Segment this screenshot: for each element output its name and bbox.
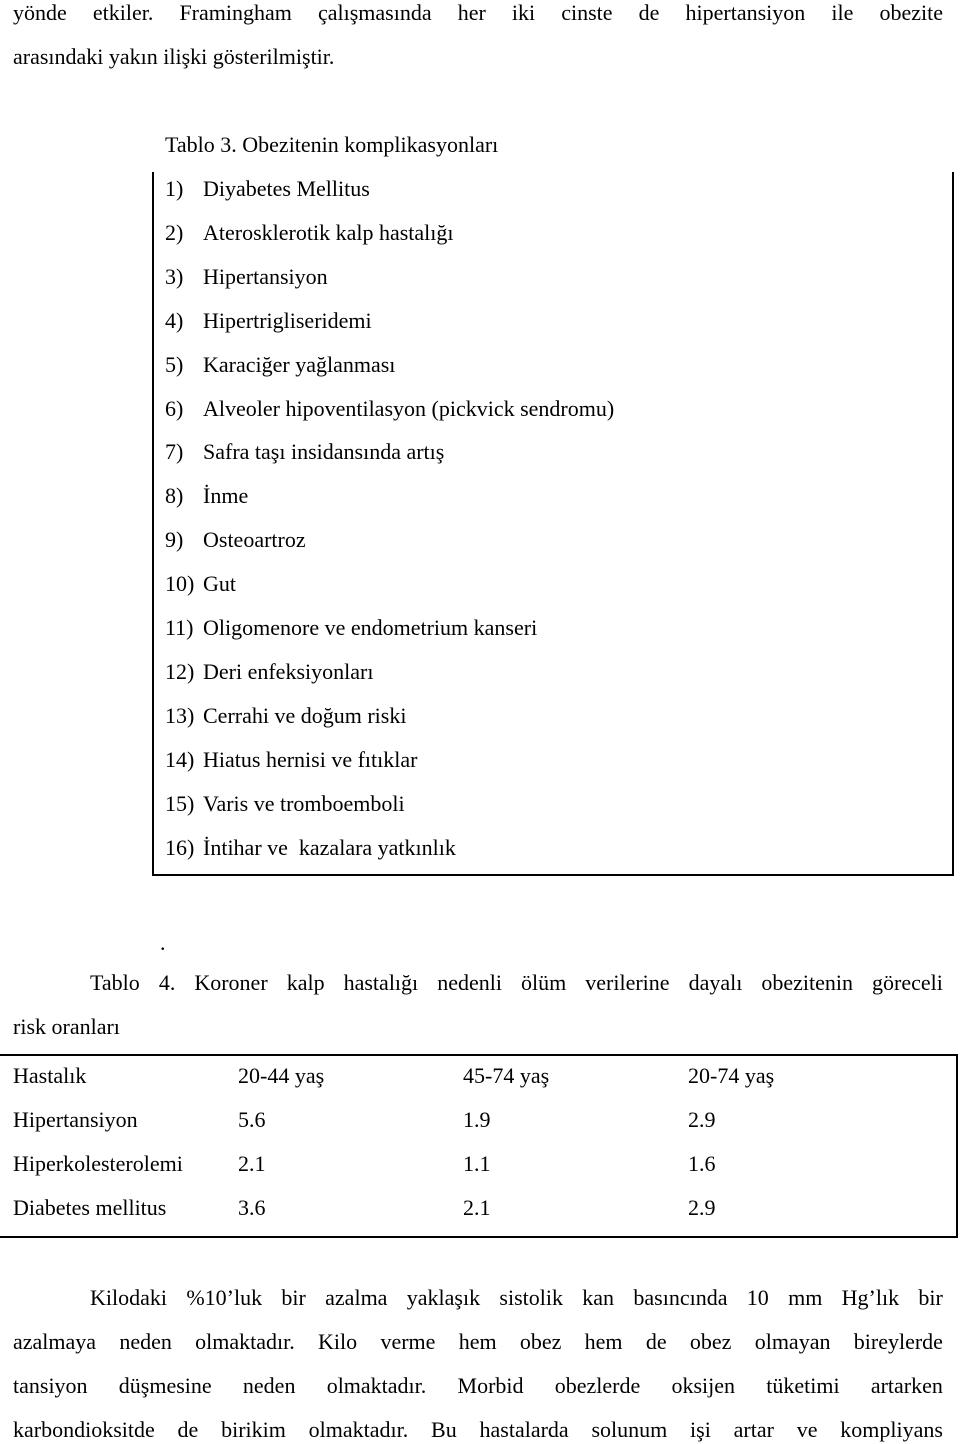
table4-cell: 2.1 bbox=[463, 1195, 491, 1220]
list-item-number: 5) bbox=[165, 351, 184, 377]
intro-word: etkiler. bbox=[92, 0, 154, 25]
caption-word: kalp bbox=[286, 970, 325, 995]
list-item-number: 4) bbox=[165, 307, 184, 333]
list-item-number: 12) bbox=[165, 658, 195, 684]
intro-word: yönde bbox=[13, 0, 67, 25]
table3-list-item bbox=[165, 396, 614, 422]
paragraph-word: kompliyans bbox=[840, 1417, 943, 1442]
paragraph-word: bir bbox=[281, 1285, 306, 1310]
paragraph-word: Morbid bbox=[457, 1373, 524, 1398]
paragraph-word: tansiyon bbox=[13, 1373, 88, 1398]
paragraph-word: de bbox=[177, 1417, 199, 1442]
caption-word: ölüm bbox=[520, 970, 567, 995]
list-item-number: 13) bbox=[165, 702, 195, 728]
paragraph-word: mm bbox=[788, 1285, 823, 1310]
table3-caption: Tablo 3. Obezitenin komplikasyonları bbox=[165, 132, 499, 157]
table3-list-item bbox=[165, 571, 236, 597]
intro-word: iki bbox=[511, 0, 536, 25]
paragraph-word: hem bbox=[584, 1329, 623, 1354]
table3-list-item bbox=[165, 615, 537, 641]
table3-list-item bbox=[165, 308, 372, 334]
paragraph-word: neden bbox=[242, 1373, 296, 1398]
paragraph-word: Hg’lık bbox=[841, 1285, 900, 1310]
list-item-text: Gut bbox=[203, 571, 236, 597]
table3-list-item bbox=[165, 176, 370, 202]
list-item-text: Hiatus hernisi ve fıtıklar bbox=[203, 746, 418, 772]
table4-header-cell: 20-44 yaş bbox=[238, 1063, 325, 1088]
list-item-text: Hipertansiyon bbox=[203, 263, 328, 289]
paragraph-line-3 bbox=[13, 1373, 943, 1399]
intro-line-2: arasındaki yakın ilişki gösterilmiştir. bbox=[13, 44, 335, 69]
table3-list-item bbox=[165, 747, 417, 773]
paragraph-word: neden bbox=[119, 1329, 172, 1354]
intro-word: Framingham bbox=[179, 0, 292, 25]
list-item-number: 15) bbox=[165, 790, 195, 816]
table3-list-item bbox=[165, 483, 248, 509]
list-item-text: Osteoartroz bbox=[203, 527, 306, 553]
list-item-number: 9) bbox=[165, 527, 184, 553]
list-item-text: Hipertrigliseridemi bbox=[203, 307, 372, 333]
paragraph-word: bireylerde bbox=[853, 1329, 943, 1354]
table4-cell: 2.1 bbox=[238, 1151, 266, 1176]
list-item-text: Alveoler hipoventilasyon (pickvick sendromu) bbox=[203, 395, 615, 421]
intro-word: her bbox=[457, 0, 486, 25]
list-item-text: Cerrahi ve doğum riski bbox=[203, 702, 407, 728]
table4-row bbox=[13, 1195, 913, 1221]
paragraph-word: solunum bbox=[591, 1417, 668, 1442]
paragraph-word: verme bbox=[380, 1329, 436, 1354]
paragraph-word: sistolik bbox=[499, 1285, 563, 1310]
paragraph-word: Kilodaki bbox=[90, 1285, 167, 1310]
paragraph-word: %10’luk bbox=[186, 1285, 263, 1310]
paragraph-word: artar bbox=[733, 1417, 774, 1442]
table3-list-item bbox=[165, 352, 395, 378]
paragraph-word: obez bbox=[689, 1329, 732, 1354]
table4-cell: 1.1 bbox=[463, 1151, 491, 1176]
paragraph-line-1 bbox=[90, 1285, 943, 1311]
list-item-number: 11) bbox=[165, 615, 194, 640]
table4-cell: 2.9 bbox=[688, 1195, 716, 1220]
table4-cell: 1.9 bbox=[463, 1107, 491, 1132]
table4-header-cell: Hastalık bbox=[13, 1063, 87, 1088]
paragraph-word: olmaktadır. bbox=[326, 1373, 427, 1398]
caption-word: Tablo bbox=[90, 970, 140, 995]
table4-cell: Diabetes mellitus bbox=[13, 1195, 167, 1220]
table3-list-item bbox=[165, 791, 405, 817]
table4-row bbox=[13, 1107, 913, 1133]
table3-list-item bbox=[165, 835, 456, 861]
paragraph-word: 10 bbox=[746, 1285, 769, 1310]
paragraph-word: düşmesine bbox=[118, 1373, 212, 1398]
table3-list-item bbox=[165, 439, 444, 465]
paragraph-word: azalmaya bbox=[13, 1329, 97, 1354]
caption-word: Koroner bbox=[194, 970, 268, 995]
paragraph-word: de bbox=[645, 1329, 667, 1354]
list-item-number: 6) bbox=[165, 395, 184, 421]
table3-list-item bbox=[165, 659, 373, 685]
paragraph-word: hastalarda bbox=[479, 1417, 569, 1442]
table4-cell: Hiperkolesterolemi bbox=[13, 1151, 183, 1176]
intro-word: hipertansiyon bbox=[685, 0, 806, 25]
paragraph-word: birikim bbox=[221, 1417, 286, 1442]
list-item-text: Oligomenore ve endometrium kanseri bbox=[203, 615, 538, 640]
table4-caption-line-1 bbox=[90, 970, 943, 996]
paragraph-word: Kilo bbox=[318, 1329, 358, 1354]
table4-cell: 2.9 bbox=[688, 1107, 716, 1132]
table4-cell: 1.6 bbox=[688, 1151, 716, 1176]
paragraph-word: obez bbox=[519, 1329, 562, 1354]
paragraph-word: oksijen bbox=[671, 1373, 736, 1398]
table4-cell: 3.6 bbox=[238, 1195, 266, 1220]
caption-word: 4. bbox=[158, 970, 176, 995]
list-item-text: Karaciğer yağlanması bbox=[203, 351, 396, 377]
intro-word: de bbox=[638, 0, 660, 25]
list-item-text: İntihar ve kazalara yatkınlık bbox=[203, 834, 456, 860]
paragraph-word: tüketimi bbox=[766, 1373, 840, 1398]
list-item-number: 1) bbox=[165, 176, 184, 201]
paragraph-word: artarken bbox=[870, 1373, 943, 1398]
list-item-number: 10) bbox=[165, 571, 195, 597]
table4-cell: Hipertansiyon bbox=[13, 1107, 138, 1132]
separator-dot: . bbox=[160, 930, 166, 955]
caption-word: nedenli bbox=[437, 970, 502, 995]
paragraph-line-2 bbox=[13, 1329, 943, 1355]
list-item-text: İnme bbox=[203, 483, 249, 509]
paragraph-word: azalma bbox=[325, 1285, 388, 1310]
intro-word: obezite bbox=[879, 0, 943, 25]
caption-word: hastalığı bbox=[343, 970, 419, 995]
list-item-number: 16) bbox=[165, 834, 195, 860]
intro-word: çalışmasında bbox=[317, 0, 432, 25]
table4-header-cell: 45-74 yaş bbox=[463, 1063, 550, 1088]
table4-cell: 5.6 bbox=[238, 1107, 266, 1132]
paragraph-word: olmaktadır. bbox=[308, 1417, 409, 1442]
paragraph-word: Bu bbox=[431, 1417, 457, 1442]
intro-word: cinste bbox=[561, 0, 613, 25]
list-item-text: Safra taşı insidansında artış bbox=[203, 439, 445, 465]
paragraph-word: olmaktadır. bbox=[195, 1329, 295, 1354]
paragraph-word: olmayan bbox=[754, 1329, 831, 1354]
paragraph-word: hem bbox=[458, 1329, 497, 1354]
paragraph-word: basıncında bbox=[633, 1285, 728, 1310]
list-item-number: 14) bbox=[165, 746, 195, 772]
table4-header-row bbox=[13, 1063, 913, 1089]
caption-word: dayalı bbox=[688, 970, 743, 995]
paragraph-word: obezlerde bbox=[554, 1373, 641, 1398]
list-item-text: Aterosklerotik kalp hastalığı bbox=[203, 219, 454, 245]
caption-word: obezitenin bbox=[761, 970, 854, 995]
intro-line-1 bbox=[13, 0, 943, 26]
caption-word: göreceli bbox=[872, 970, 943, 995]
list-item-number: 8) bbox=[165, 483, 184, 509]
paragraph-word: ve bbox=[796, 1417, 818, 1442]
list-item-number: 2) bbox=[165, 219, 184, 245]
list-item-text: Diyabetes Mellitus bbox=[203, 176, 370, 201]
paragraph-word: yaklaşık bbox=[406, 1285, 481, 1310]
table4-header-cell: 20-74 yaş bbox=[688, 1063, 775, 1088]
list-item-text: Deri enfeksiyonları bbox=[203, 658, 374, 684]
list-item-text: Varis ve tromboemboli bbox=[203, 790, 405, 816]
list-item-number: 7) bbox=[165, 439, 184, 465]
list-item-number: 3) bbox=[165, 263, 184, 289]
table3-list-item bbox=[165, 527, 306, 553]
intro-word: ile bbox=[831, 0, 854, 25]
paragraph-word: karbondioksitde bbox=[13, 1417, 155, 1442]
caption-word: verilerine bbox=[585, 970, 670, 995]
table3-list-item bbox=[165, 703, 406, 729]
paragraph-word: işi bbox=[690, 1417, 711, 1442]
table3-list-item bbox=[165, 264, 328, 290]
paragraph-word: kan bbox=[582, 1285, 615, 1310]
table4-row bbox=[13, 1151, 913, 1177]
paragraph-word: bir bbox=[918, 1285, 943, 1310]
paragraph-line-4 bbox=[13, 1417, 943, 1443]
table3-list-item bbox=[165, 220, 454, 246]
table4-caption-line-2: risk oranları bbox=[13, 1014, 120, 1039]
